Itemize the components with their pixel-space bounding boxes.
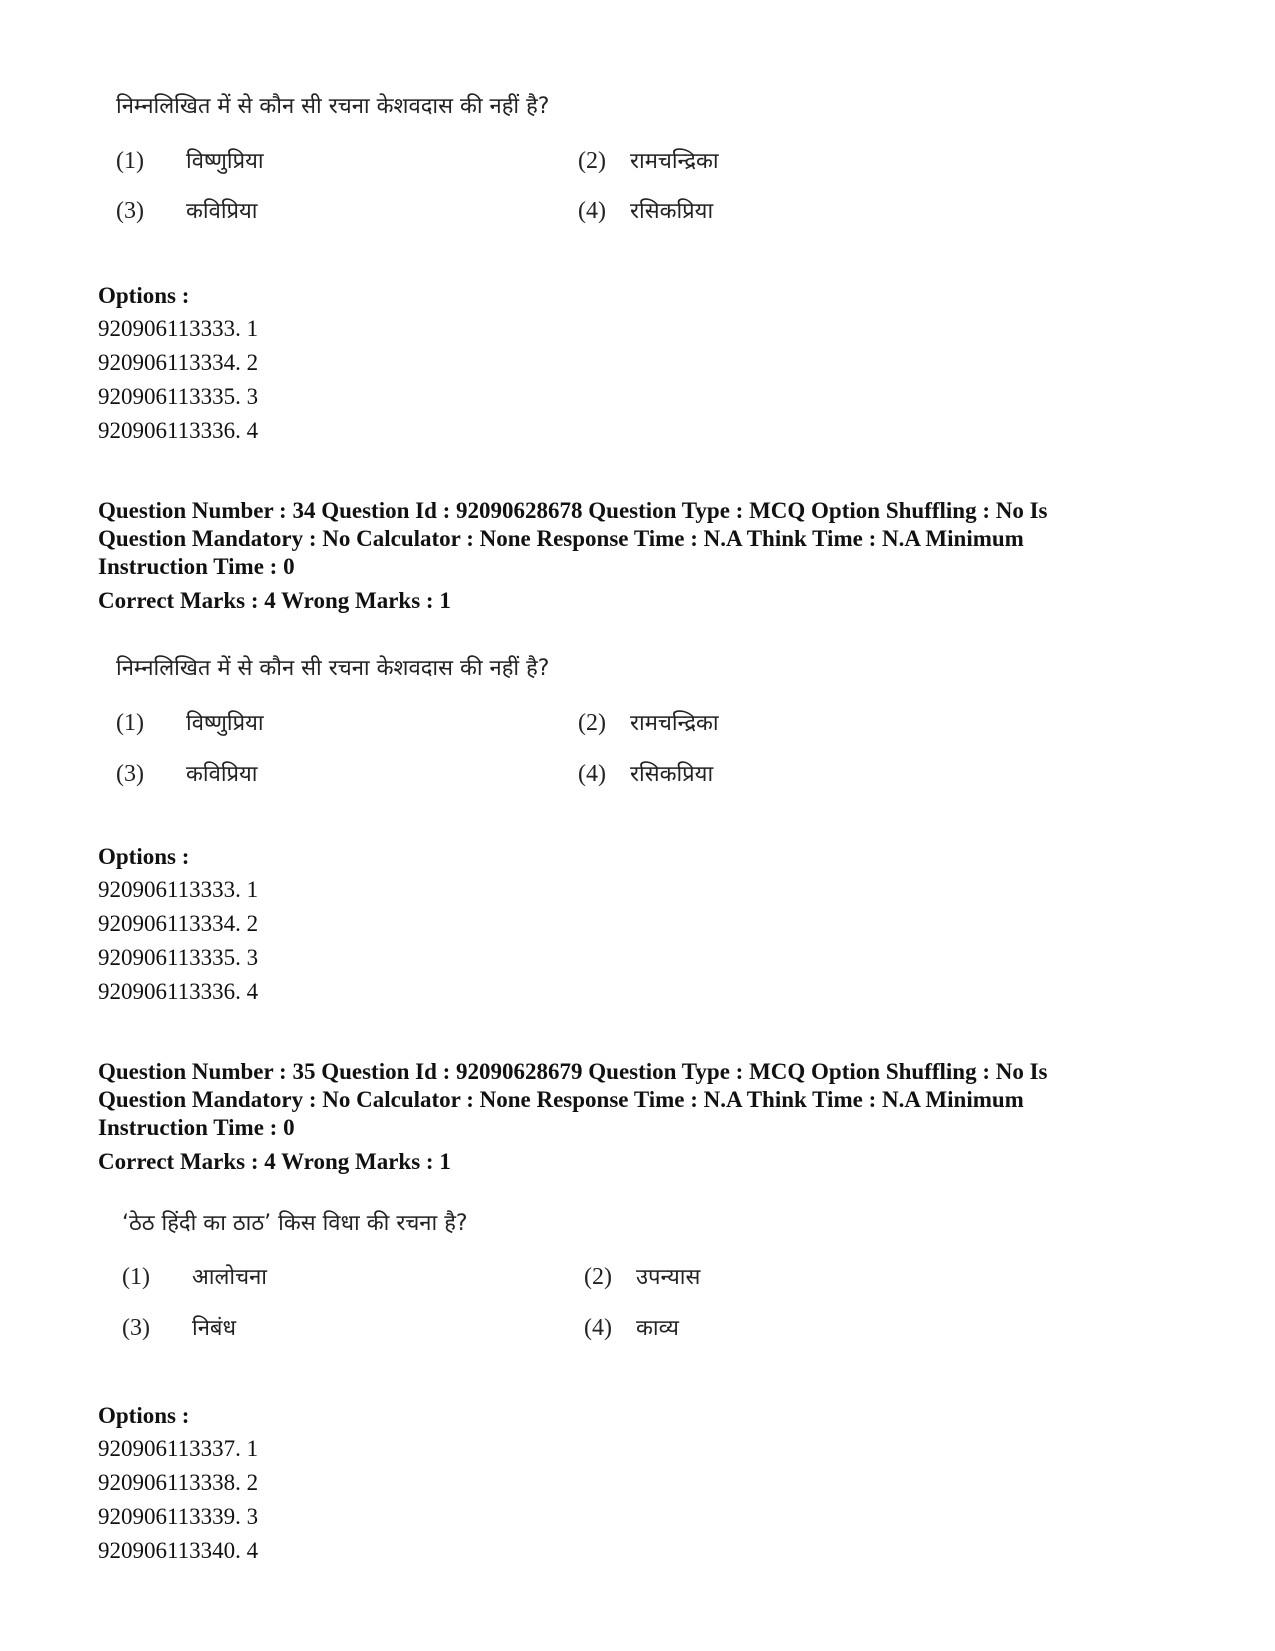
option-id-line: 920906113335. 3 [98, 384, 259, 409]
choice-text: उपन्यास [636, 1265, 701, 1290]
choice-text: काव्य [636, 1316, 679, 1341]
choice-1 [116, 145, 264, 175]
option-id-line: 920906113335. 3 [98, 945, 259, 970]
choice-text: रसिकप्रिया [630, 199, 714, 224]
choice-number: (4) [578, 761, 606, 787]
option-id-line: 920906113336. 4 [98, 979, 259, 1004]
choice-number: (1) [122, 1264, 150, 1290]
choice-number: (1) [116, 148, 144, 174]
option-id-line: 920906113334. 2 [98, 350, 259, 375]
meta-line: Question Mandatory : No Calculator : None Response Time : N.A Think Time : N.A Minimum [98, 526, 1024, 551]
choice-number: (2) [578, 148, 606, 174]
option-id-line: 920906113339. 3 [98, 1504, 259, 1529]
options-heading: Options : [98, 1403, 190, 1428]
choice-number: (2) [578, 710, 606, 736]
meta-line: Instruction Time : 0 [98, 554, 295, 579]
choice-text: विष्णुप्रिया [186, 711, 264, 736]
options-heading: Options : [98, 283, 190, 308]
choice-number: (3) [116, 198, 144, 224]
choice-3 [116, 758, 258, 788]
options-heading: Options : [98, 844, 190, 869]
choice-number: (3) [116, 761, 144, 787]
option-id-line: 920906113333. 1 [98, 316, 259, 341]
choice-text: विष्णुप्रिया [186, 149, 264, 174]
option-id-line: 920906113334. 2 [98, 911, 259, 936]
choice-number: (4) [584, 1315, 612, 1341]
option-id-line: 920906113340. 4 [98, 1538, 259, 1563]
marks-line: Correct Marks : 4 Wrong Marks : 1 [98, 1149, 451, 1174]
choice-4 [578, 195, 713, 225]
meta-line: Question Number : 34 Question Id : 92090628678 Question Type : MCQ Option Shuffling : No Is [98, 498, 1048, 523]
question-meta [98, 1058, 1198, 1142]
choice-text: कविप्रिया [186, 199, 258, 224]
marks-line: Correct Marks : 4 Wrong Marks : 1 [98, 588, 451, 613]
choice-2 [584, 1261, 700, 1291]
choice-3 [122, 1312, 236, 1342]
choice-1 [122, 1261, 267, 1291]
question-text: ‘ठेठ हिंदी का ठाठ’ किस विधा की रचना है? [122, 1211, 468, 1236]
choice-2 [578, 707, 719, 737]
option-id-line: 920906113338. 2 [98, 1470, 259, 1495]
choice-text: आलोचना [192, 1265, 267, 1290]
meta-line: Instruction Time : 0 [98, 1115, 295, 1140]
choice-2 [578, 145, 719, 175]
choice-text: रामचन्द्रिका [630, 711, 719, 736]
choice-3 [116, 195, 258, 225]
question-text: निम्नलिखित में से कौन सी रचना केशवदास की नहीं है? [116, 94, 550, 119]
question-text: निम्नलिखित में से कौन सी रचना केशवदास की नहीं है? [116, 656, 550, 681]
choice-text: कविप्रिया [186, 762, 258, 787]
option-id-line: 920906113337. 1 [98, 1436, 259, 1461]
choice-number: (1) [116, 710, 144, 736]
choice-number: (3) [122, 1315, 150, 1341]
meta-line: Question Mandatory : No Calculator : None Response Time : N.A Think Time : N.A Minimum [98, 1087, 1024, 1112]
choice-4 [584, 1312, 679, 1342]
choice-1 [116, 707, 264, 737]
choice-text: निबंध [192, 1316, 237, 1341]
choice-text: रसिकप्रिया [630, 762, 714, 787]
choice-4 [578, 758, 713, 788]
option-id-line: 920906113336. 4 [98, 418, 259, 443]
choice-number: (2) [584, 1264, 612, 1290]
option-id-line: 920906113333. 1 [98, 877, 259, 902]
question-meta [98, 497, 1198, 581]
meta-line: Question Number : 35 Question Id : 92090628679 Question Type : MCQ Option Shuffling : No Is [98, 1059, 1048, 1084]
choice-text: रामचन्द्रिका [630, 149, 719, 174]
choice-number: (4) [578, 198, 606, 224]
